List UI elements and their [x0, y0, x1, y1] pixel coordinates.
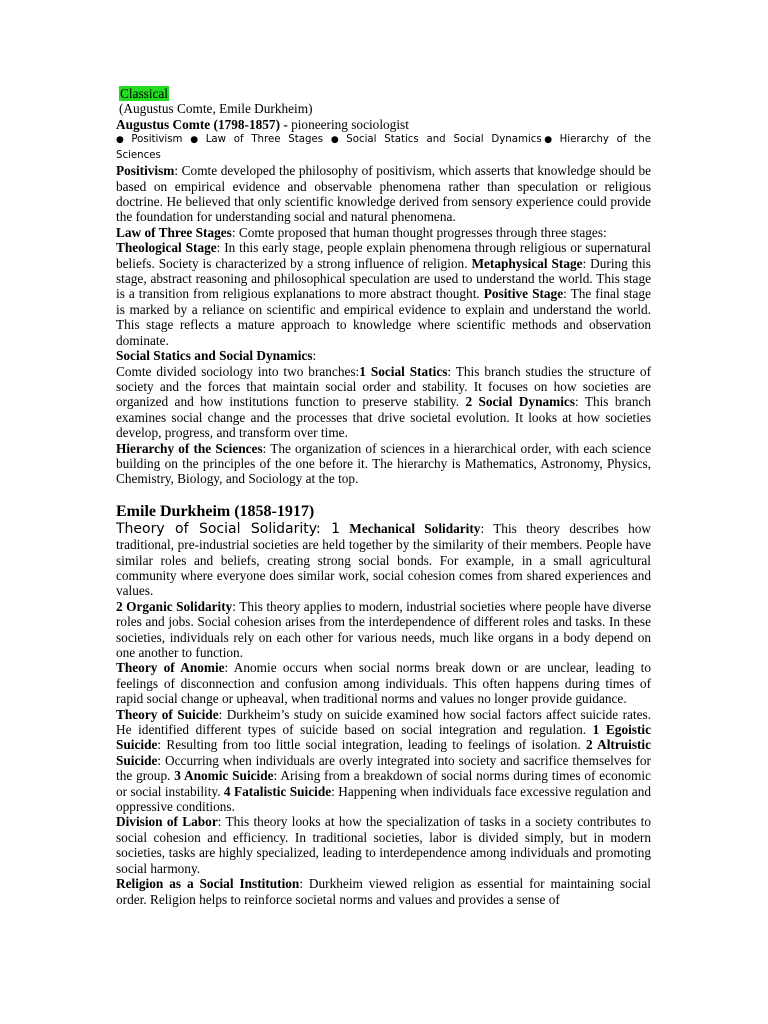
term-text: : In this early stage, people explain phenomena through religious or supernatural beliefs. Society is characterized by a strong influence of religion.	[116, 240, 651, 271]
theory-lead: Theory of Social Solidarity: 1	[116, 520, 340, 537]
bullet-icon: ●	[541, 135, 555, 146]
comte-bullet-list	[116, 132, 651, 163]
religion-paragraph	[116, 876, 651, 907]
term-text: : Resulting from too little social integration, leading to feelings of isolation.	[157, 737, 586, 753]
anomie-paragraph	[116, 660, 651, 706]
positivism-paragraph	[116, 163, 651, 225]
term-label: 4 Fatalistic Suicide	[223, 783, 332, 799]
section-spacer	[116, 487, 651, 503]
division-paragraph	[116, 814, 651, 876]
law-paragraph	[116, 225, 651, 240]
bullet-icon: ●	[116, 135, 127, 146]
ssd-heading-paragraph	[116, 348, 651, 363]
term-label: Hierarchy of the Sciences	[116, 440, 263, 456]
term-text: Comte divided sociology into two branches:	[116, 363, 360, 379]
term-text: : Durkheim viewed religion as essential for maintaining social order. Religion helps to reinforce societal norms and values and provides a sense of	[116, 876, 652, 907]
term-label: 3 Anomic Suicide	[174, 768, 274, 784]
suicide-paragraph	[116, 707, 651, 815]
section-tag-line	[116, 86, 651, 101]
term-label: Law of Three Stages	[116, 224, 232, 240]
bullet-item: Law of Three Stages	[205, 134, 324, 146]
term-label: Metaphysical Stage	[471, 255, 583, 271]
term-label: Theory of Suicide	[116, 706, 219, 722]
durkheim-heading: Emile Durkheim (1858-1917)	[116, 502, 315, 520]
term-label: Theological Stage	[116, 240, 217, 256]
term-text: : Arising from a breakdown of social norms during times of economic or social instability.	[116, 768, 651, 799]
term-text: : The final stage is marked by a reliance on scientific and empirical evidence to explain and understand the world. This stage reflects a mature approach to knowledge where scientific methods and observation dominate.	[116, 286, 651, 348]
organic-paragraph	[116, 599, 651, 661]
term-label: Positivism	[116, 163, 175, 179]
term-text: : Comte proposed that human thought progresses through three stages:	[231, 224, 607, 240]
stages-paragraph	[116, 240, 651, 348]
solidarity-paragraph	[116, 521, 651, 599]
comte-heading-title: Augustus Comte (1798-1857) -	[116, 116, 288, 132]
term-label: Social Statics and Social Dynamics	[116, 348, 313, 364]
bullet-icon: ●	[330, 135, 342, 146]
term-text: : This theory applies to modern, industrial societies where people have diverse roles and jobs. Social cohesion arises from the interdependence of different roles and tasks. In these societies, individuals rely on each other for various needs, much like organs in a body depend on one another to function.	[116, 598, 652, 660]
bullet-icon: ●	[190, 135, 201, 146]
comte-heading	[116, 117, 651, 132]
hierarchy-paragraph	[116, 441, 651, 487]
term-text: : Anomie occurs when social norms break down or are unclear, leading to feelings of disconnection and confusion among individuals. This often happens during times of rapid social change or upheaval, when traditional norms and values no longer provide guidance.	[116, 660, 651, 707]
highlighted-tag: Classical	[120, 86, 169, 101]
bullet-item: Positivism	[131, 134, 183, 146]
term-label: 2 Altruistic Suicide	[116, 737, 652, 768]
names-text: (Augustus Comte, Emile Durkheim)	[119, 101, 313, 117]
ssd-paragraph	[116, 364, 651, 441]
term-text: : Occurring when individuals are overly integrated into society and sacrifice themselves for the group.	[116, 752, 651, 784]
names-line	[116, 101, 651, 116]
term-label: 2 Organic Solidarity	[116, 598, 233, 614]
term-text: : During this stage, abstract reasoning and philosophical speculation are used to understand the world. This stage is a transition from religious explanations to more abstract thought.	[116, 255, 651, 302]
term-label: 2 Social Dynamics	[465, 394, 575, 410]
bullet-item: Hierarchy of the Sciences	[116, 134, 651, 162]
term-text: : Happening when individuals face excessive regulation and oppressive conditions.	[116, 783, 651, 815]
term-text: : Comte developed the philosophy of positivism, which asserts that knowledge should be based on empirical evidence and observable phenomena rather than speculation or religious doctrine. He believed that only scientific knowledge derived from sensory experience could provide the foundation for understanding social and natural phenomena.	[116, 163, 651, 225]
term-label: Religion as a Social Institution	[116, 876, 300, 892]
term-label: 1 Social Statics	[359, 363, 448, 379]
term-label: Positive Stage	[483, 286, 564, 302]
comte-heading-desc: pioneering sociologist	[287, 116, 409, 132]
term-text: : This theory looks at how the specialization of tasks in a society contributes to social cohesion and efficiency. In traditional societies, labor is divided simply, but in modern societies, tasks are highly specialized, leading to interdependence among individuals and promoting social harmony.	[116, 814, 651, 876]
term-text: : This theory describes how traditional, pre-industrial societies are held together by the similarity of their members. People have similar roles and beliefs, creating strong social bonds. For example, in a small agricultural community where everyone does similar work, social cohesion comes from shared experiences and values.	[116, 520, 652, 599]
term-label: 1 Egoistic Suicide	[116, 722, 651, 753]
bullet-item: Social Statics and Social Dynamics	[346, 134, 542, 146]
term-text: : Durkheim’s study on suicide examined how social factors affect suicide rates. He identified different types of suicide based on social integration and regulation.	[116, 706, 652, 738]
term-text: : The organization of sciences in a hierarchical order, with each science building on the principles of the one before it. The hierarchy is Mathematics, Astronomy, Physics, Chemistry, Biology, and Sociology at the top.	[116, 440, 651, 487]
term-label: Division of Labor	[116, 814, 218, 830]
term-text: : This branch examines social change and the processes that drive societal evolution. It looks at how societies develop, progress, and transform over time.	[116, 394, 652, 441]
term-label: Theory of Anomie	[116, 660, 225, 676]
term-label: Mechanical Solidarity	[340, 520, 481, 536]
term-text: : This branch studies the structure of society and the forces that maintain social order and stability. It focuses on how societies are organized and how institutions function to preserve stability.	[116, 363, 651, 410]
term-text: :	[312, 348, 317, 364]
